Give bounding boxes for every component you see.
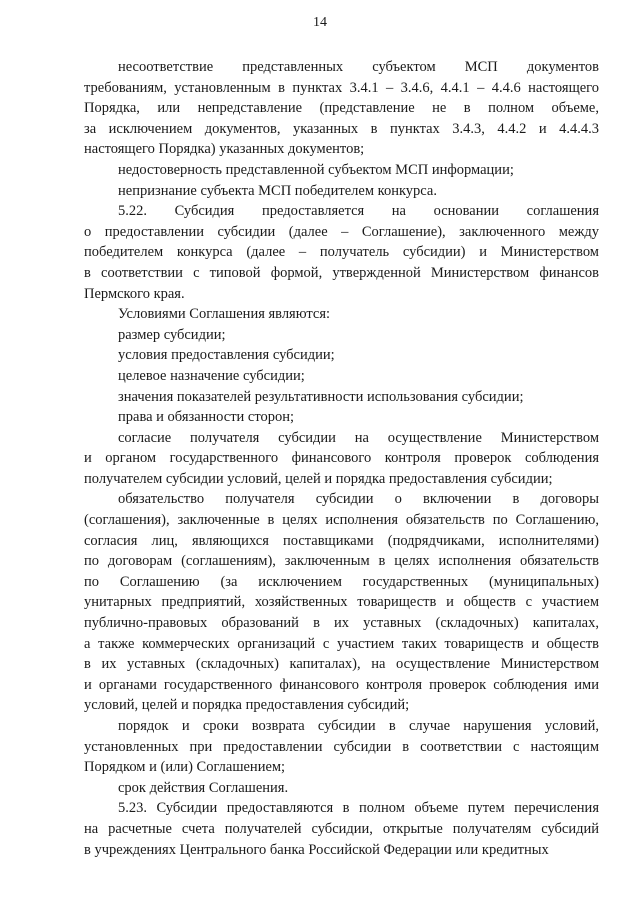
text-line: размер субсидии; xyxy=(118,326,226,343)
text-line: права и обязанности сторон; xyxy=(118,409,295,426)
text-line: условий, целей и порядка предоставления субсидий; xyxy=(84,697,410,714)
text-line: 5.23. Субсидии предоставляются в полном объеме путем перечисления xyxy=(118,800,599,817)
paragraph xyxy=(84,325,599,346)
text-line: публично-правовых образований в их уставных (складочных) капиталах, xyxy=(84,615,599,632)
paragraph xyxy=(84,489,599,716)
text-line: установленных при предоставлении субсидии в соответствии с настоящим xyxy=(84,738,599,755)
text-line: за исключением документов, указанных в пунктах 3.4.3, 4.4.2 и 4.4.4.3 xyxy=(84,120,599,137)
paragraph xyxy=(84,304,599,325)
text-line: на расчетные счета получателей субсидии, открытые получателям субсидий xyxy=(84,820,599,837)
text-line: в соответствии с типовой формой, утвержденной Министерством финансов xyxy=(84,264,599,281)
text-line: Условиями Соглашения являются: xyxy=(118,306,331,323)
text-line: непризнание субъекта МСП победителем конкурса. xyxy=(118,182,437,199)
text-line: (соглашения), заключенные в целях исполнения обязательств по Соглашению, xyxy=(84,512,599,529)
text-line: порядок и сроки возврата субсидии в случае нарушения условий, xyxy=(118,718,599,734)
text-line: значения показателей результативности использования субсидии; xyxy=(118,388,524,405)
document-body xyxy=(84,57,599,860)
text-line: условия предоставления субсидии; xyxy=(118,347,335,364)
paragraph xyxy=(84,366,599,387)
text-line: по Соглашению (за исключением государственных (муниципальных) xyxy=(84,573,599,590)
paragraph xyxy=(84,407,599,428)
paragraph xyxy=(84,798,599,860)
paragraph xyxy=(84,57,599,160)
text-line: целевое назначение субсидии; xyxy=(118,367,305,384)
paragraph xyxy=(84,716,599,778)
text-line: согласия лиц, являющихся поставщиками (подрядчиками, исполнителями) xyxy=(84,532,599,549)
text-line: о предоставлении субсидии (далее – Соглашение), заключенного между xyxy=(84,223,599,240)
paragraph xyxy=(84,778,599,799)
text-line: в их уставных (складочных) капиталах), на осуществление Министерством xyxy=(84,656,599,673)
paragraph xyxy=(84,387,599,408)
text-line: по договорам (соглашениям), заключенным в целях исполнения обязательств xyxy=(84,553,599,570)
paragraph xyxy=(84,345,599,366)
text-line: требованиям, установленным в пунктах 3.4.1 – 3.4.6, 4.4.1 – 4.4.6 настоящего xyxy=(84,79,599,96)
text-line: 5.22. Субсидия предоставляется на основании соглашения xyxy=(118,203,599,220)
text-line: Порядка, или непредставление (представление не в полном объеме, xyxy=(84,100,599,117)
text-line: победителем конкурса (далее – получатель субсидии) и Министерством xyxy=(84,244,599,261)
text-line: Порядком и (или) Соглашением; xyxy=(84,759,286,776)
text-line: и органами государственного финансового контроля проверок соблюдения ими xyxy=(84,676,599,693)
text-line: несоответствие представленных субъектом МСП документов xyxy=(118,59,599,75)
paragraph xyxy=(84,181,599,202)
text-line: унитарных предприятий, хозяйственных товариществ и обществ с участием xyxy=(84,594,599,611)
paragraph xyxy=(84,160,599,181)
text-line: настоящего Порядка) указанных документов; xyxy=(84,141,365,158)
paragraph xyxy=(84,201,599,304)
text-line: недостоверность представленной субъектом МСП информации; xyxy=(118,161,514,178)
page-number: 14 xyxy=(313,15,327,30)
paragraph xyxy=(84,428,599,490)
text-line: Пермского края. xyxy=(84,285,185,302)
text-line: в учреждениях Центрального банка Российской Федерации или кредитных xyxy=(84,841,549,858)
text-line: а также коммерческих организаций с участием таких товариществ и обществ xyxy=(84,635,599,652)
text-line: получателем субсидии условий, целей и порядка предоставления субсидии; xyxy=(84,470,553,487)
text-line: обязательство получателя субсидии о включении в договоры xyxy=(118,491,599,508)
text-line: согласие получателя субсидии на осуществление Министерством xyxy=(118,429,599,446)
text-line: срок действия Соглашения. xyxy=(118,779,289,796)
text-line: и органом государственного финансового контроля проверок соблюдения xyxy=(84,450,599,467)
